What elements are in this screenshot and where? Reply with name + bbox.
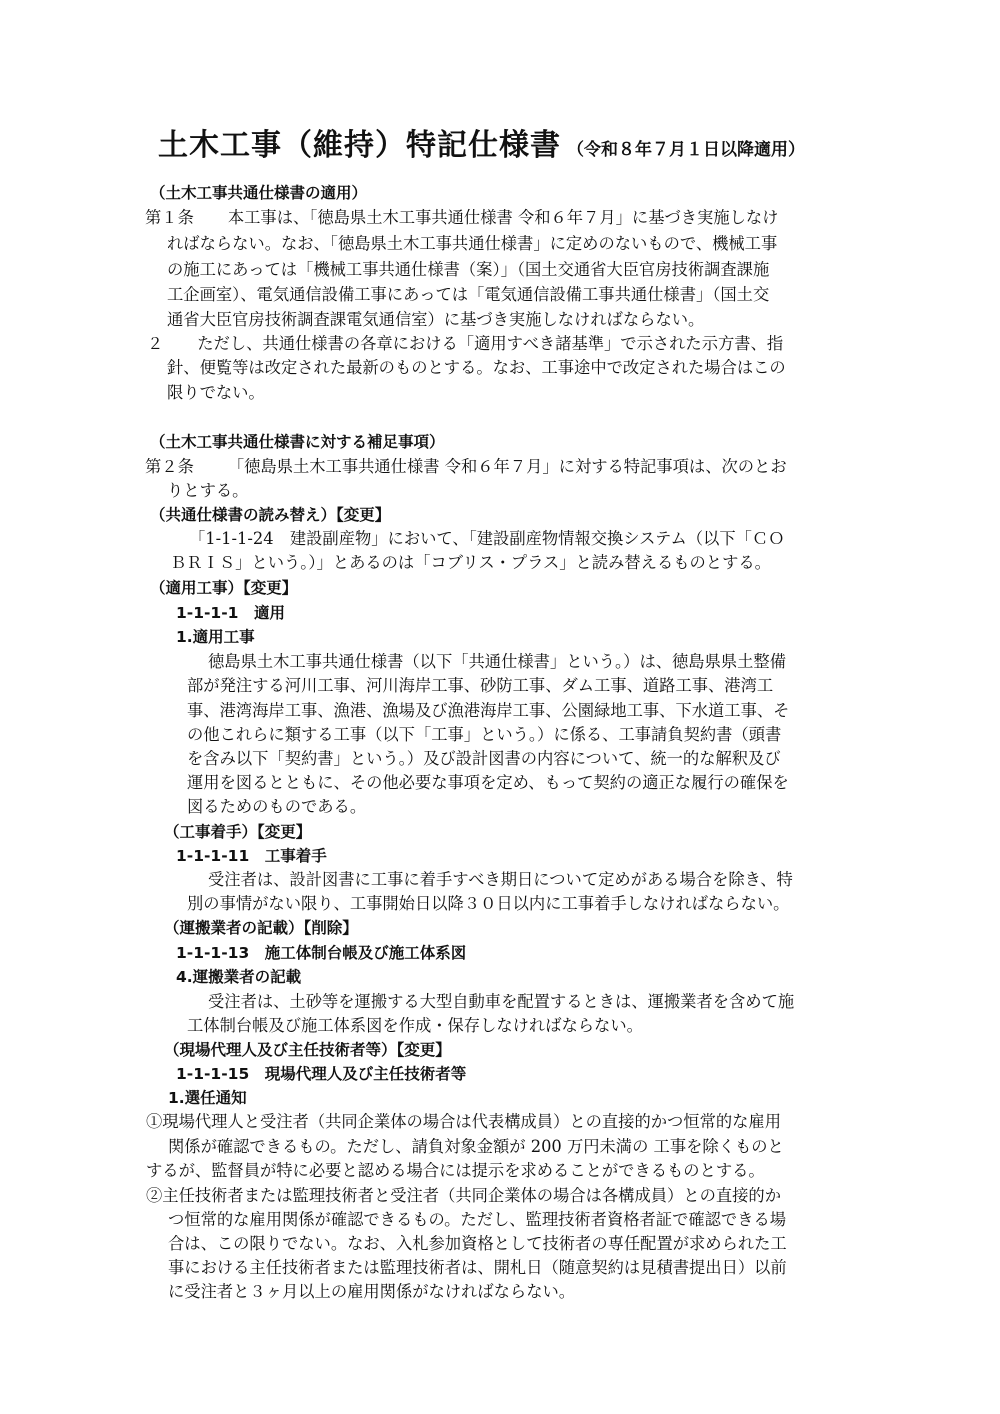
section-applicable-item: 1.適用工事 (176, 628, 255, 646)
section-transport-line: 工体制台帳及び施工体系図を作成・保存しなければならない。 (187, 1016, 643, 1035)
section-commencement-line: 別の事情がない限り、工事開始日以降３０日以内に工事着手しなければならない。 (187, 894, 790, 913)
section-applicable-line: を含み以下「契約書」という。）及び設計図書の内容について、統一的な解釈及び (187, 749, 781, 768)
section-applicable-line: 図るためのものである。 (187, 797, 367, 816)
section-applicable-line: 事、港湾海岸工事、漁港、漁場及び漁港海岸工事、公園緑地工事、下水道工事、そ (187, 701, 790, 720)
title-applicable-date: （令和８年７月１日以降適用） (567, 140, 805, 160)
article1-line: の施工にあっては「機械工事共通仕様書（案）」（国土交通省大臣官房技術調査課施 (167, 260, 770, 279)
article2-number: 第２条 (145, 457, 194, 476)
title-main: 土木工事（維持）特記仕様書 (158, 128, 561, 163)
section-agent-line: 関係が確認できるもの。ただし、請負対象金額が 200 万円未満の 工事を除くものと (168, 1137, 784, 1156)
section-transport-line: 受注者は、土砂等を運搬する大型自動車を配置するときは、運搬業者を含めて施 (208, 992, 795, 1011)
section-rereading-line: ＢＲＩＳ」という。）」とあるのは「コブリス・プラス」と読み替えるものとする。 (170, 553, 771, 572)
article1-line: 工企画室）、電気通信設備工事にあっては「電気通信設備工事共通仕様書」（国土交 (167, 285, 770, 304)
section-agent-line: に受注者と３ヶ月以上の雇用関係がなければならない。 (168, 1282, 576, 1301)
article1-para2-number: ２ (147, 334, 164, 353)
section-agent-line: するが、監督員が特に必要と認める場合には提示を求めることができるものとする。 (146, 1161, 765, 1180)
article1-line: ればならない。なお、「徳島県土木工事共通仕様書」に定めのないもので、機械工事 (167, 234, 778, 253)
section-commencement-line: 受注者は、設計図書に工事に着手すべき期日について定めがある場合を除き、特 (208, 870, 793, 889)
section-applicable-heading: （適用工事）【変更】 (150, 579, 298, 597)
section-rereading-heading: （共通仕様書の読み替え）【変更】 (150, 506, 391, 524)
section-applicable-line: 部が発注する河川工事、河川海岸工事、砂防工事、ダム工事、道路工事、港湾工 (187, 676, 774, 695)
article1-first-line (145, 208, 778, 228)
article1-para2-first-line (147, 334, 783, 354)
section-applicable-line: 運用を図るとともに、その他必要な事項を定め、もって契約の適正な履行の確保を (187, 773, 789, 792)
section-agent-line: 事における主任技術者または監理技術者は、開札日（随意契約は見積書提出日）以前 (168, 1258, 787, 1277)
section-agent-heading: （現場代理人及び主任技術者等）【変更】 (164, 1041, 451, 1059)
article2-first-line (145, 457, 787, 477)
document-title (158, 120, 805, 164)
section-agent-item: 1.選任通知 (168, 1089, 247, 1107)
section-transport-heading: （運搬業者の記載）【削除】 (164, 919, 358, 937)
section-applicable-line: の他これらに類する工事（以下「工事」という。）に係る、工事請負契約書（頭書 (187, 725, 782, 744)
article1-line: 本工事は、「徳島県土木工事共通仕様書 令和６年７月」に基づき実施しなけ (227, 208, 779, 227)
section-agent-clause: 1-1-1-15 現場代理人及び主任技術者等 (176, 1065, 467, 1083)
section-commencement-heading: （工事着手）【変更】 (164, 823, 312, 841)
section-commencement-clause: 1-1-1-11 工事着手 (176, 847, 327, 865)
section-agent-line: 合は、この限りでない。なお、入札参加資格として技術者の専任配置が求められた工 (168, 1234, 787, 1253)
section-agent-line: ②主任技術者または監理技術者と受注者（共同企業体の場合は各構成員）との直接的か (146, 1186, 781, 1205)
section-rereading-line: 「1-1-1-24 建設副産物」において、「建設副産物情報交換システム（以下「ＣＯ (189, 529, 785, 548)
section-applicable-clause: 1-1-1-1 適用 (176, 604, 285, 622)
article2-line: りとする。 (167, 481, 249, 500)
section-agent-line: つ恒常的な雇用関係が確認できるもの。ただし、監理技術者資格者証で確認できる場 (168, 1210, 787, 1229)
article2-line: 「徳島県土木工事共通仕様書 令和６年７月」に対する特記事項は、次のとお (227, 457, 787, 476)
article1-line: 通省大臣官房技術調査課電気通信室）に基づき実施しなければならない。 (167, 310, 705, 329)
section-transport-item: 4.運搬業者の記載 (176, 968, 302, 986)
article1-heading: （土木工事共通仕様書の適用） (150, 184, 368, 202)
article1-para2-line: 針、便覧等は改定された最新のものとする。なお、工事途中で改定された場合はこの (167, 358, 786, 377)
article1-para2-line: 限りでない。 (167, 383, 265, 402)
article1-para2-line: ただし、共通仕様書の各章における「適用すべき諸基準」で示された示方書、指 (197, 334, 784, 353)
section-agent-line: ①現場代理人と受注者（共同企業体の場合は代表構成員）との直接的かつ恒常的な雇用 (146, 1112, 781, 1131)
article1-number: 第１条 (145, 208, 194, 227)
section-transport-clause: 1-1-1-13 施工体制台帳及び施工体系図 (176, 944, 467, 962)
section-applicable-line: 徳島県土木工事共通仕様書（以下「共通仕様書」という。）は、徳島県県土整備 (208, 652, 786, 671)
article2-heading: （土木工事共通仕様書に対する補足事項） (150, 433, 445, 451)
